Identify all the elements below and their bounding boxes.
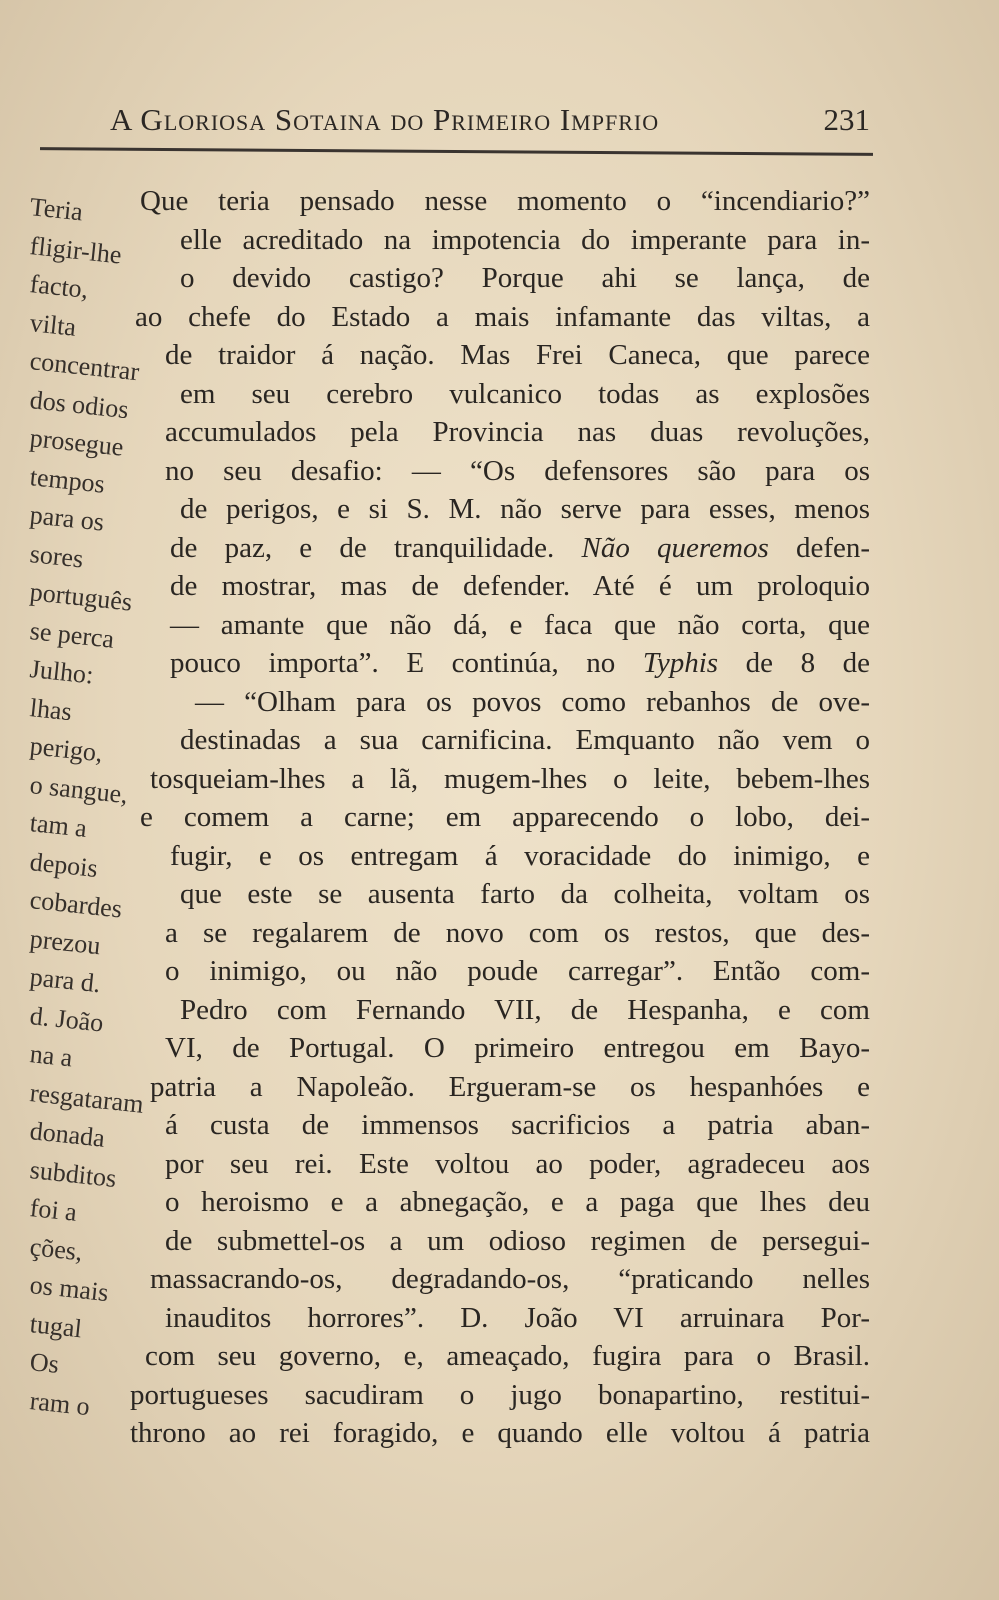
line-segment: Pedro com Fernando VII, de Hespanha, e com — [180, 993, 870, 1026]
line-segment: por seu rei. Este voltou ao poder, agradeceu aos — [165, 1147, 870, 1180]
line-text — [150, 1260, 870, 1298]
text-line — [28, 606, 870, 654]
text-line — [28, 1337, 870, 1379]
line-text — [165, 452, 870, 490]
text-line — [28, 798, 870, 843]
skewed-margin-text: perigo, — [28, 731, 105, 768]
skewed-margin-text: ções, — [28, 1231, 84, 1266]
line-segment: — amante que não dá, e faca que não corta, que — [170, 608, 870, 641]
line-text — [180, 490, 870, 528]
line-text — [165, 952, 870, 990]
skewed-margin-text: português — [28, 577, 134, 617]
line-text — [145, 1337, 870, 1375]
line-text — [140, 798, 870, 836]
text-line — [28, 837, 870, 883]
skewed-margin-text: depois — [28, 846, 100, 883]
skewed-margin-text: para os — [28, 500, 106, 537]
skewed-margin-text: dos odios — [28, 384, 130, 424]
line-segment: fugir, e os entregam á voracidade do inimigo, e — [170, 839, 870, 872]
line-segment: VI, de Portugal. O primeiro entregou em Bayo- — [165, 1032, 870, 1064]
line-segment: no seu desafio: — “Os defensores são para os — [165, 454, 870, 487]
line-segment: que este se ausenta farto da colheita, voltam os — [180, 878, 870, 910]
line-segment: a se regalarem de novo com os restos, que des- — [165, 916, 870, 949]
line-segment: Que teria pensado nesse momento o “incendiario?” — [140, 185, 870, 217]
line-text — [180, 375, 870, 413]
skewed-margin-text: para d. — [28, 962, 102, 999]
line-text — [130, 1376, 870, 1414]
text-line — [28, 875, 870, 924]
text-line — [28, 644, 871, 690]
line-text — [180, 991, 870, 1029]
skewed-margin-text: resgataram — [28, 1077, 145, 1119]
line-text — [165, 336, 870, 374]
line-segment: throno ao rei foragido, e quando elle voltou á patria — [130, 1417, 870, 1449]
text-line — [28, 1376, 870, 1421]
text-line — [28, 1183, 870, 1227]
line-segment: em seu cerebro vulcanico todas as explosões — [180, 377, 870, 410]
text-line — [28, 914, 870, 960]
line-text — [140, 182, 870, 220]
line-text — [170, 567, 870, 605]
line-text — [165, 1183, 870, 1221]
text-line — [28, 259, 870, 305]
text-line — [30, 1414, 870, 1453]
running-title: A Gloriosa Sotaina do Primeiro Impfrio — [110, 102, 660, 137]
line-segment: patria a Napoleão. Ergueram-se os hespanhóes e — [150, 1070, 870, 1103]
text-line — [28, 1106, 870, 1153]
line-segment: destinadas a sua carnificina. Emquanto não vem o — [180, 724, 870, 756]
line-text — [170, 606, 870, 644]
skewed-margin-text: Julho: — [28, 654, 95, 690]
line-text — [165, 1145, 870, 1183]
line-segment: elle acreditado na impotencia do imperante para in- — [180, 223, 870, 256]
italic-phrase: Não queremos — [581, 531, 769, 564]
line-text — [170, 837, 870, 875]
text-line — [28, 1299, 870, 1343]
skewed-margin-text: subditos — [28, 1154, 118, 1193]
body-text — [30, 182, 870, 1453]
line-text — [180, 721, 870, 759]
text-line — [28, 336, 870, 387]
skewed-margin-text: cobardes — [28, 885, 124, 924]
skewed-margin-text: o sangue, — [28, 769, 130, 809]
line-segment: e comem a carne; em apparecendo o lobo, dei- — [140, 801, 870, 833]
italic-phrase: Typhis — [642, 647, 719, 679]
text-line — [28, 567, 870, 617]
line-text — [165, 1029, 870, 1067]
skewed-margin-text: donada — [28, 1116, 107, 1153]
text-line — [28, 1260, 870, 1308]
text-line — [28, 760, 870, 809]
text-line — [28, 413, 870, 462]
text-line — [28, 529, 871, 574]
skewed-margin-text: Os — [28, 1347, 61, 1379]
text-line — [28, 1068, 870, 1119]
skewed-margin-text: se perca — [28, 615, 116, 654]
text-line — [28, 1222, 870, 1266]
text-line — [28, 490, 870, 537]
text-line — [28, 375, 870, 424]
skewed-margin-text: facto, — [28, 269, 90, 305]
line-segment: pouco importa”. E continúa, no — [170, 647, 616, 679]
skewed-margin-text: lhas — [28, 692, 74, 726]
line-segment: com seu governo, e, ameaçado, fugira para o Brasil. — [145, 1340, 870, 1372]
line-text — [180, 875, 870, 913]
text-line — [28, 1029, 870, 1073]
skewed-margin-text: ram o — [28, 1385, 92, 1421]
line-text — [130, 1414, 870, 1452]
line-text — [170, 644, 870, 682]
skewed-margin-text: sores — [28, 538, 85, 574]
skewed-margin-text: tugal — [28, 1308, 84, 1343]
line-text — [150, 760, 870, 798]
line-text — [135, 298, 870, 336]
line-segment: de mostrar, mas de defender. Até é um proloquio — [170, 570, 870, 602]
skewed-margin-text: fligir-lhe — [28, 230, 123, 270]
line-segment: o devido castigo? Porque ahi se lança, de — [180, 262, 870, 294]
line-segment: — “Olham para os povos como rebanhos de ove- — [195, 685, 870, 718]
line-text — [165, 413, 870, 451]
line-text — [180, 259, 870, 297]
text-line — [28, 221, 870, 270]
line-segment: o inimigo, ou não poude carregar”. Então com- — [165, 955, 870, 987]
text-line — [28, 952, 870, 999]
text-line — [28, 1145, 870, 1193]
skewed-margin-text: na a — [28, 1039, 74, 1073]
line-segment: o heroismo e a abnegação, e a paga que lhes deu — [165, 1186, 870, 1218]
line-segment: de traidor á nação. Mas Frei Caneca, que parece — [165, 339, 870, 371]
line-text — [195, 683, 870, 721]
line-segment-after: de 8 de — [745, 647, 871, 679]
skewed-margin-text: vilta — [28, 307, 78, 342]
line-segment: massacrando-os, degradando-os, “praticando nelles — [150, 1263, 870, 1295]
line-segment: portugueses sacudiram o jugo bonapartino, restitui- — [130, 1378, 870, 1411]
line-segment: accumulados pela Provincia nas duas revoluções, — [165, 416, 870, 448]
skewed-margin-text: prezou — [28, 923, 102, 960]
running-header — [110, 98, 870, 150]
skewed-margin-text: os mais — [28, 1270, 110, 1308]
line-segment: de submettel-os a um odioso regimen de persegui- — [165, 1224, 870, 1257]
skewed-margin-text: prosegue — [28, 423, 125, 462]
line-text — [165, 1222, 870, 1260]
text-line — [28, 182, 870, 227]
line-text — [170, 529, 870, 567]
text-line — [28, 721, 870, 768]
text-line — [28, 298, 870, 342]
line-text — [165, 1106, 870, 1144]
text-line — [28, 683, 870, 726]
line-text — [180, 221, 870, 259]
skewed-margin-text: tempos — [28, 461, 107, 499]
line-text — [165, 914, 870, 952]
line-segment: de perigos, e si S. M. não serve para esses, menos — [180, 493, 870, 525]
text-line — [28, 991, 870, 1038]
skewed-margin-text: concentrar — [28, 346, 141, 387]
line-segment: á custa de immensos sacrificios a patria aban- — [165, 1109, 870, 1141]
skewed-margin-text: foi a — [28, 1193, 79, 1227]
line-segment: de paz, e de tranquilidade. — [170, 531, 555, 564]
skewed-margin-text: tam a — [28, 808, 89, 843]
skewed-margin-text: d. João — [28, 1000, 105, 1038]
line-segment: tosqueiam-lhes a lã, mugem-lhes o leite, bebem-lhes — [150, 762, 870, 795]
page-number: 231 — [823, 102, 870, 137]
line-text — [165, 1299, 870, 1337]
skewed-margin-text: Teria — [28, 192, 85, 227]
text-line — [28, 452, 870, 499]
line-text — [150, 1068, 870, 1106]
line-segment: inauditos horrores”. D. João VI arruinara Por- — [165, 1301, 870, 1334]
line-segment-after: defen- — [795, 531, 871, 564]
line-segment: ao chefe do Estado a mais infamante das viltas, a — [135, 300, 870, 333]
